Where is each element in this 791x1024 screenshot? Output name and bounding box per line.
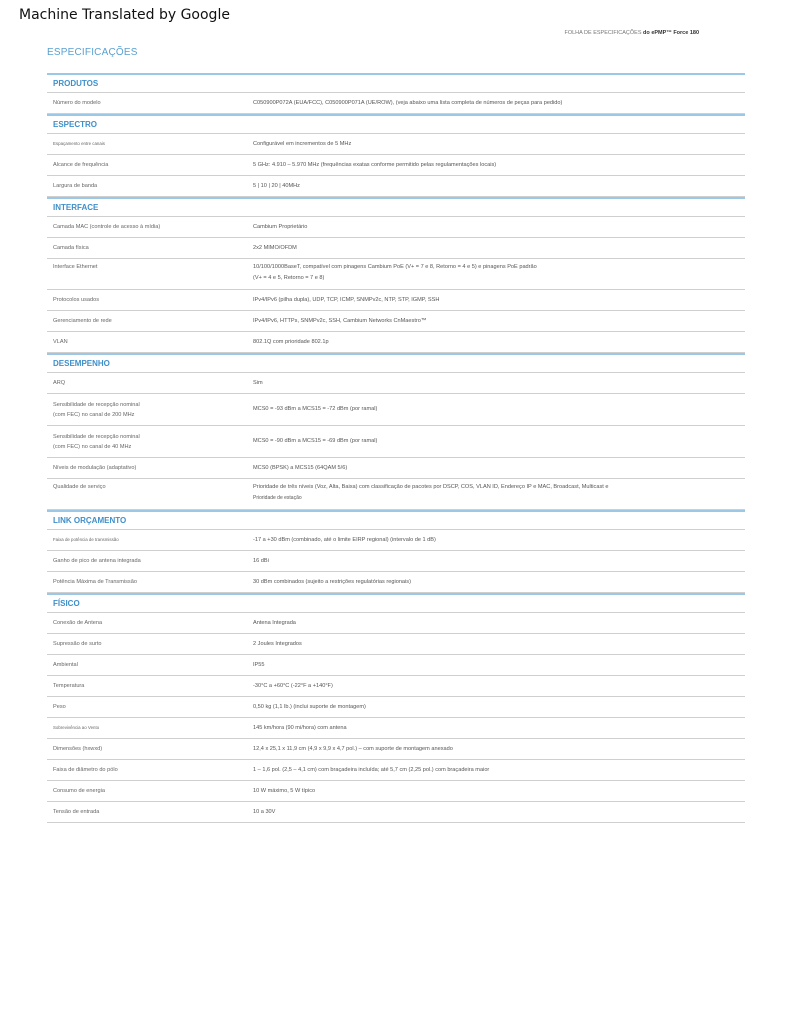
spec-value: 30 dBm combinados (sujeito a restrições regulatórias regionais): [253, 578, 411, 585]
section-heading-produtos: PRODUTOS: [47, 73, 745, 93]
spec-label: Número do modelo: [53, 100, 101, 106]
table-row: [47, 572, 745, 593]
spec-label: Interface Ethernet: [53, 264, 98, 270]
table-row: [47, 238, 745, 259]
spec-label: Peso: [53, 704, 66, 710]
spec-value: 16 dBi: [253, 557, 269, 564]
spec-value: Antena Integrada: [253, 619, 296, 626]
table-row: [47, 739, 745, 760]
spec-value: MCS0 = -93 dBm a MCS15 = -72 dBm (por ramal): [253, 406, 378, 412]
product-name: ePMP™ Force 180: [651, 30, 699, 36]
spec-label: Camada MAC (controle de acesso à mídia): [53, 224, 161, 230]
spec-label: Protocolos usados: [53, 297, 100, 303]
spec-value: 0,50 kg (1,1 lb.) (inclui suporte de montagem): [253, 703, 366, 710]
spec-value: 5 | 10 | 20 | 40MHz: [253, 182, 300, 189]
table-row: [47, 458, 745, 479]
spec-value: 1 – 1,6 pol. (2,5 – 4,1 cm) com braçadeira incluída; até 5,7 cm (2,25 pol.) com braçadeira maior: [253, 766, 490, 773]
table-row: [47, 311, 745, 332]
spec-value-line: Prioridade de três níveis (Voz, Alta, Baixa) com classificação de pacotes por DSCP, COS, VLAN ID, Endereço IP e MAC, Broadcast, Multicast e: [253, 484, 609, 490]
spec-label: Ambiental: [53, 662, 78, 668]
page-title: ESPECIFICAÇÕES: [47, 47, 138, 58]
spec-value: Sim: [253, 379, 263, 386]
spec-label: Espaçamento entre canais: [53, 141, 105, 146]
spec-value: 10 W máximo, 5 W típico: [253, 787, 316, 794]
section-heading-interface: INTERFACE: [47, 197, 745, 217]
spec-value: 5 GHz: 4.910 – 5.970 MHz (frequências exatas conforme permitido pelas regulamentações locais): [253, 161, 497, 168]
table-row: [47, 697, 745, 718]
table-row: [47, 634, 745, 655]
spec-value: IPv4/IPv6, HTTPs, SNMPv2c, SSH, Cambium Networks CnMaestro™: [253, 317, 427, 324]
spec-value: 145 km/hora (90 mi/hora) com antena: [253, 724, 347, 731]
spec-label-line: (com FEC) no canal de 200 MHz: [53, 411, 135, 418]
table-row: [47, 93, 745, 114]
spec-value-line: (V+ = 4 e 5, Retorno = 7 e 8): [253, 275, 325, 281]
table-row: [47, 426, 745, 458]
spec-value-line: 10/100/1000BaseT, compatível com pinagens Cambium PoE (V+ = 7 e 8, Retorno = 4 e 5) e pinagens PoE padrão: [253, 264, 537, 270]
spec-value: C050900P072A (EUA/FCC), C050900P071A (UE/ROW), (veja abaixo uma lista completa de números de peças para pedido): [253, 99, 563, 106]
doc-label: FOLHA DE ESPECIFICAÇÕES: [564, 30, 642, 36]
table-row: [47, 802, 745, 823]
machine-translation-banner: Machine Translated by Google: [19, 7, 230, 23]
spec-label: Tensão de entrada: [53, 809, 100, 815]
spec-label: Camada física: [53, 245, 89, 251]
section-heading-espectro: ESPECTRO: [47, 114, 745, 134]
spec-label: Conexão de Antena: [53, 620, 103, 626]
table-row: [47, 134, 745, 155]
document-header: [564, 30, 699, 36]
spec-value: -17 a +30 dBm (combinado, até o limite EIRP regional) (intervalo de 1 dB): [253, 536, 436, 543]
table-row: [47, 551, 745, 572]
table-row: [47, 290, 745, 311]
spec-value: 2x2 MIMO/OFDM: [253, 244, 297, 251]
spec-value: MCS0 = -90 dBm a MCS15 = -69 dBm (por ramal): [253, 438, 378, 444]
table-row: [47, 781, 745, 802]
table-row: [47, 655, 745, 676]
spec-label: Dimensões (hxwxd): [53, 746, 103, 752]
spec-label: Supressão de surto: [53, 641, 102, 647]
table-row: [47, 676, 745, 697]
table-row: [47, 718, 745, 739]
spec-label: VLAN: [53, 339, 68, 345]
table-row: [47, 760, 745, 781]
spec-value: IPv4/IPv6 (pilha dupla), UDP, TCP, ICMP, SNMPv2c, NTP, STP, IGMP, SSH: [253, 296, 440, 303]
spec-value: 2 Joules Integrados: [253, 640, 302, 647]
section-heading-link: LINK ORÇAMENTO: [47, 510, 745, 530]
spec-label-line: Sensibilidade de recepção nominal: [53, 433, 140, 440]
spec-label-line: (com FEC) no canal de 40 MHz: [53, 443, 132, 450]
doc-connector: do: [643, 30, 650, 36]
spec-label: Consumo de energia: [53, 788, 105, 794]
spec-value: 12,4 x 25,1 x 11,9 cm (4,9 x 9,9 x 4,7 pol.) – com suporte de montagem anexado: [253, 745, 453, 752]
spec-label: Qualidade de serviço: [53, 484, 106, 490]
table-row: [47, 479, 745, 510]
table-row: [47, 155, 745, 176]
spec-label: [47, 432, 253, 452]
spec-value: [253, 262, 745, 284]
spec-value: 802.1Q com prioridade 802.1p: [253, 338, 329, 345]
spec-value: Configurável em incrementos de 5 MHz: [253, 140, 352, 147]
spec-label: Gerenciamento de rede: [53, 318, 112, 324]
table-row: [47, 176, 745, 197]
spec-value: 10 a 30V: [253, 808, 276, 815]
spec-label: Largura de banda: [53, 183, 98, 189]
section-heading-fisico: FÍSICO: [47, 593, 745, 613]
spec-label: Faixa de diâmetro do pólo: [53, 767, 118, 773]
table-row: [47, 217, 745, 238]
spec-value: -30°C a +60°C (-22°F a +140°F): [253, 682, 333, 689]
spec-value-line: Prioridade de estação: [253, 495, 302, 501]
spec-label: Potência Máxima de Transmissão: [53, 579, 137, 585]
section-heading-desempenho: DESEMPENHO: [47, 353, 745, 373]
spec-label: Alcance de frequência: [53, 162, 109, 168]
spec-value: MCS0 (BPSK) a MCS15 (64QAM 5/6): [253, 464, 348, 471]
spec-label: Faixa de potência de transmissão: [53, 537, 119, 542]
spec-label-line: Sensibilidade de recepção nominal: [53, 401, 140, 408]
table-row: [47, 394, 745, 426]
table-row: [47, 530, 745, 551]
spec-label: Sobrevivência ao Vento: [53, 725, 100, 730]
spec-label: ARQ: [53, 380, 66, 386]
spec-value: [253, 482, 745, 504]
spec-label: [47, 400, 253, 420]
spec-value: Cambium Proprietário: [253, 223, 308, 230]
table-row: [47, 332, 745, 353]
spec-label: Níveis de modulação (adaptativo): [53, 465, 137, 471]
table-row: [47, 613, 745, 634]
spec-label: Temperatura: [53, 683, 85, 689]
spec-table: [47, 73, 745, 823]
table-row: [47, 373, 745, 394]
table-row: [47, 259, 745, 290]
spec-label: Ganho de pico de antena integrada: [53, 558, 141, 564]
spec-value: IP55: [253, 661, 265, 668]
